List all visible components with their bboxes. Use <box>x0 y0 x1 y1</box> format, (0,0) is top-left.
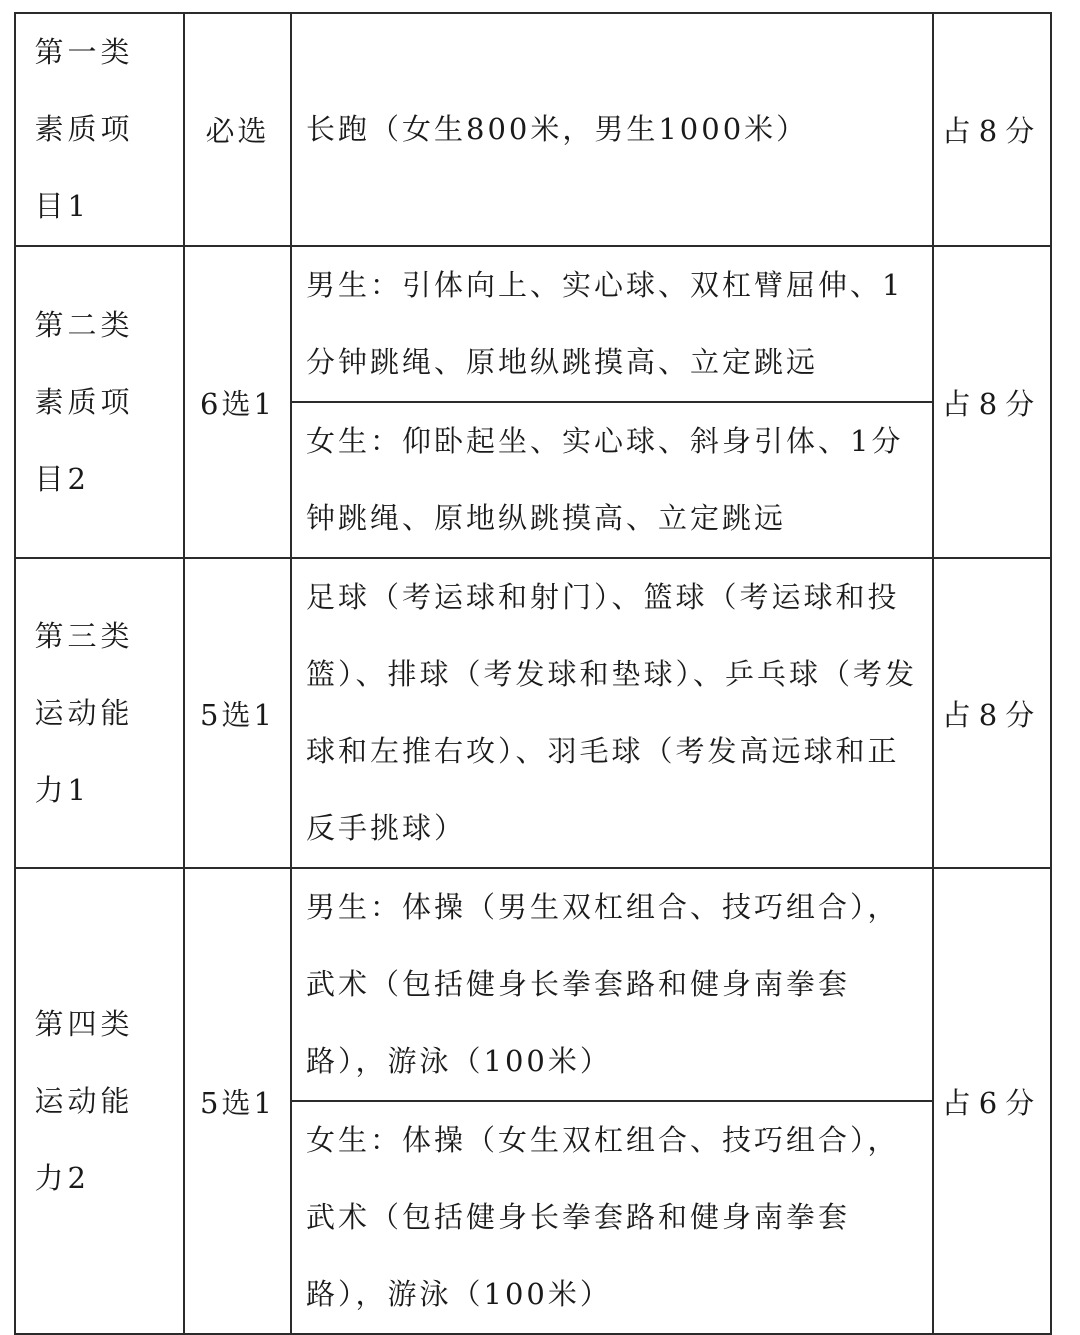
category-cell <box>15 13 184 246</box>
score-label: 占6分 <box>941 1085 1043 1120</box>
score-label: 占8分 <box>941 114 1043 148</box>
selection-cell <box>184 246 291 558</box>
selection-cell <box>184 868 291 1334</box>
category-label: 第一类素质项目1 <box>34 35 134 223</box>
selection-label: 5选1 <box>200 697 275 732</box>
table-row <box>15 13 1051 246</box>
item-cell-boys <box>291 246 933 402</box>
score-label: 占8分 <box>941 386 1043 421</box>
selection-cell <box>184 558 291 868</box>
table-row <box>15 868 1051 1101</box>
category-cell <box>15 868 184 1334</box>
item-cell <box>291 558 933 868</box>
score-cell <box>933 558 1051 868</box>
category-label: 第四类运动能力2 <box>34 1006 134 1195</box>
score-cell <box>933 13 1051 246</box>
selection-label: 必选 <box>205 114 270 148</box>
category-cell <box>15 246 184 558</box>
item-text: 足球（考运球和射门）、篮球（考运球和投篮）、排球（考发球和垫球）、乒乓球（考发球和左推右攻）、羽毛球（考发高远球和正反手挑球） <box>306 580 918 845</box>
item-cell-girls <box>291 1101 933 1334</box>
selection-cell <box>184 13 291 246</box>
category-cell <box>15 558 184 868</box>
score-cell <box>933 246 1051 558</box>
item-cell <box>291 13 933 246</box>
score-label: 占8分 <box>941 697 1043 732</box>
selection-label: 5选1 <box>200 1085 275 1120</box>
item-cell-girls <box>291 402 933 558</box>
item-text: 女生：仰卧起坐、实心球、斜身引体、1分钟跳绳、原地纵跳摸高、立定跳远 <box>306 424 904 535</box>
category-label: 第三类运动能力1 <box>34 618 134 807</box>
table-row <box>15 246 1051 402</box>
score-cell <box>933 868 1051 1334</box>
item-text: 女生：体操（女生双杠组合、技巧组合），武术（包括健身长拳套路和健身南拳套路），游泳（100米） <box>306 1123 900 1311</box>
item-cell-boys <box>291 868 933 1101</box>
exam-items-table <box>14 12 1052 1335</box>
selection-label: 6选1 <box>200 386 275 421</box>
item-text: 长跑（女生800米，男生1000米） <box>306 112 809 146</box>
item-text: 男生：体操（男生双杠组合、技巧组合），武术（包括健身长拳套路和健身南拳套路），游泳（100米） <box>306 890 900 1078</box>
table-row <box>15 558 1051 868</box>
item-text: 男生：引体向上、实心球、双杠臂屈伸、1分钟跳绳、原地纵跳摸高、立定跳远 <box>306 268 904 379</box>
category-label: 第二类素质项目2 <box>34 307 134 496</box>
